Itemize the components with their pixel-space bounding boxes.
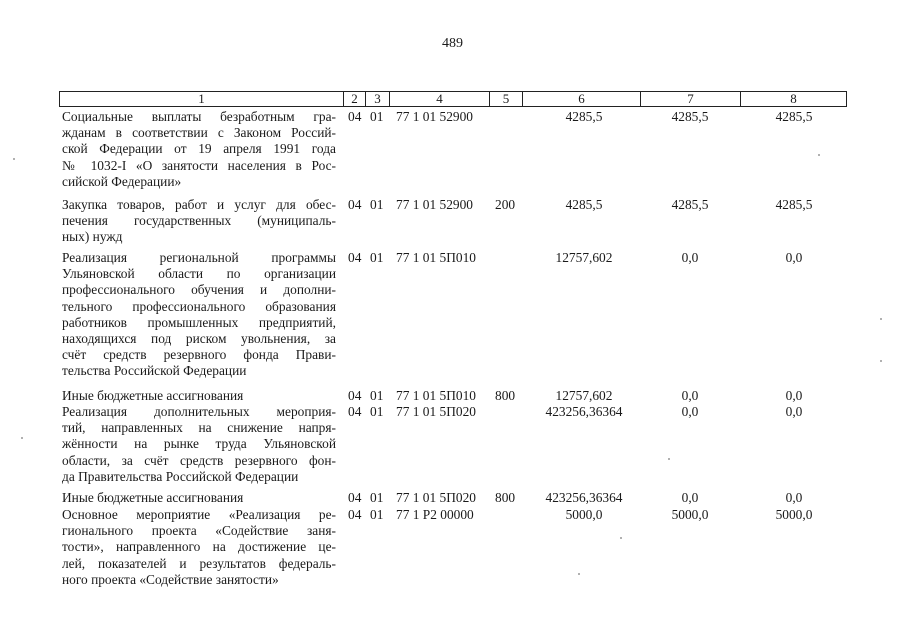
subsection-code: 01 (370, 490, 384, 505)
description-line: Социальные выплаты безработным гра- (62, 109, 336, 124)
amount-col-6: 423256,36364 (545, 490, 623, 505)
description-line: сийской Федерации» (62, 173, 182, 189)
row-description (62, 490, 336, 506)
section-code: 04 (348, 109, 362, 124)
amount-col-7: 5000,0 (671, 507, 709, 522)
expense-type-code: 200 (495, 197, 516, 212)
description-line: № 1032-I «О занятости населения в Рос- (62, 157, 336, 173)
row-description (62, 404, 336, 485)
row-description (62, 109, 336, 190)
description-line: области, за счёт средств резервного фон- (62, 452, 336, 468)
subsection-code: 01 (370, 197, 384, 212)
header-col-7: 7 (640, 91, 740, 107)
scan-speck (578, 573, 580, 575)
amount-col-6: 12757,602 (555, 250, 613, 265)
description-line: Реализация дополнительных мероприя- (62, 404, 336, 419)
description-line: гионального проекта «Содействие заня- (62, 523, 336, 539)
amount-col-8: 0,0 (785, 490, 803, 505)
target-article-code: 77 1 01 5П010 (396, 250, 476, 265)
section-code: 04 (348, 404, 362, 419)
description-line: счёт средств резервного фонда Прави- (62, 347, 336, 363)
amount-col-8: 0,0 (785, 250, 803, 265)
description-line: тельного профессионального образования (62, 298, 336, 314)
amount-col-8: 0,0 (785, 404, 803, 419)
description-line: Закупка товаров, работ и услуг для обес- (62, 197, 336, 212)
description-line: тельства Российской Федерации (62, 363, 247, 379)
row-description (62, 388, 336, 404)
amount-col-7: 0,0 (681, 404, 699, 419)
description-line: тий, направленных на снижение напря- (62, 420, 336, 436)
target-article-code: 77 1 01 5П020 (396, 404, 476, 419)
amount-col-6: 12757,602 (555, 388, 613, 403)
amount-col-8: 4285,5 (775, 109, 813, 124)
subsection-code: 01 (370, 250, 384, 265)
description-line: ской Федерации от 19 апреля 1991 года (62, 141, 336, 157)
section-code: 04 (348, 507, 362, 522)
subsection-code: 01 (370, 507, 384, 522)
description-line: Реализация региональной программы (62, 250, 336, 265)
subsection-code: 01 (370, 404, 384, 419)
description-line: находящихся под риском увольнения, за (62, 330, 336, 346)
description-line: ных) нужд (62, 229, 123, 245)
page-number: 489 (442, 36, 463, 51)
subsection-code: 01 (370, 109, 384, 124)
section-code: 04 (348, 490, 362, 505)
target-article-code: 77 1 01 5П020 (396, 490, 476, 505)
amount-col-7: 0,0 (681, 388, 699, 403)
amount-col-6: 4285,5 (565, 109, 603, 124)
row-description (62, 197, 336, 246)
target-article-code: 77 1 01 52900 (396, 109, 473, 124)
description-line: Иные бюджетные ассигнования (62, 490, 244, 505)
section-code: 04 (348, 388, 362, 403)
scan-speck (620, 537, 622, 539)
amount-col-8: 5000,0 (775, 507, 813, 522)
header-col-4: 4 (389, 91, 489, 107)
scan-speck (21, 437, 23, 439)
row-description (62, 507, 336, 588)
description-line: жённости на рынке труда Ульяновской (62, 436, 336, 452)
amount-col-7: 0,0 (681, 490, 699, 505)
description-line: да Правительства Российской Федерации (62, 468, 299, 484)
description-line: работников промышленных предприятий, (62, 314, 336, 330)
scan-speck (880, 360, 882, 362)
section-code: 04 (348, 197, 362, 212)
description-line: Основное мероприятие «Реализация ре- (62, 507, 336, 522)
scan-speck (668, 458, 670, 460)
header-col-5: 5 (489, 91, 522, 107)
description-line: Иные бюджетные ассигнования (62, 388, 244, 403)
description-line: тости», направленного на достижение це- (62, 539, 336, 555)
target-article-code: 77 1 Р2 00000 (396, 507, 474, 522)
subsection-code: 01 (370, 388, 384, 403)
amount-col-6: 423256,36364 (545, 404, 623, 419)
amount-col-7: 4285,5 (671, 197, 709, 212)
description-line: ного проекта «Содействие занятости» (62, 571, 279, 587)
header-col-6: 6 (522, 91, 640, 107)
amount-col-7: 0,0 (681, 250, 699, 265)
description-line: Ульяновской области по организации (62, 266, 336, 282)
scan-speck (13, 158, 15, 160)
expense-type-code: 800 (495, 388, 516, 403)
header-col-8: 8 (740, 91, 847, 107)
description-line: профессионального обучения и дополни- (62, 282, 336, 298)
header-col-2: 2 (343, 91, 365, 107)
description-line: печения государственных (муниципаль- (62, 213, 336, 229)
amount-col-6: 5000,0 (565, 507, 603, 522)
description-line: лей, показателей и результатов федераль- (62, 555, 336, 571)
header-col-3: 3 (365, 91, 389, 107)
row-description (62, 250, 336, 380)
section-code: 04 (348, 250, 362, 265)
description-line: жданам в соответствии с Законом Россий- (62, 125, 336, 141)
amount-col-7: 4285,5 (671, 109, 709, 124)
scan-speck (818, 154, 820, 156)
target-article-code: 77 1 01 52900 (396, 197, 473, 212)
expense-type-code: 800 (495, 490, 516, 505)
amount-col-8: 0,0 (785, 388, 803, 403)
scan-speck (880, 318, 882, 320)
header-col-1: 1 (59, 91, 343, 107)
amount-col-6: 4285,5 (565, 197, 603, 212)
target-article-code: 77 1 01 5П010 (396, 388, 476, 403)
amount-col-8: 4285,5 (775, 197, 813, 212)
